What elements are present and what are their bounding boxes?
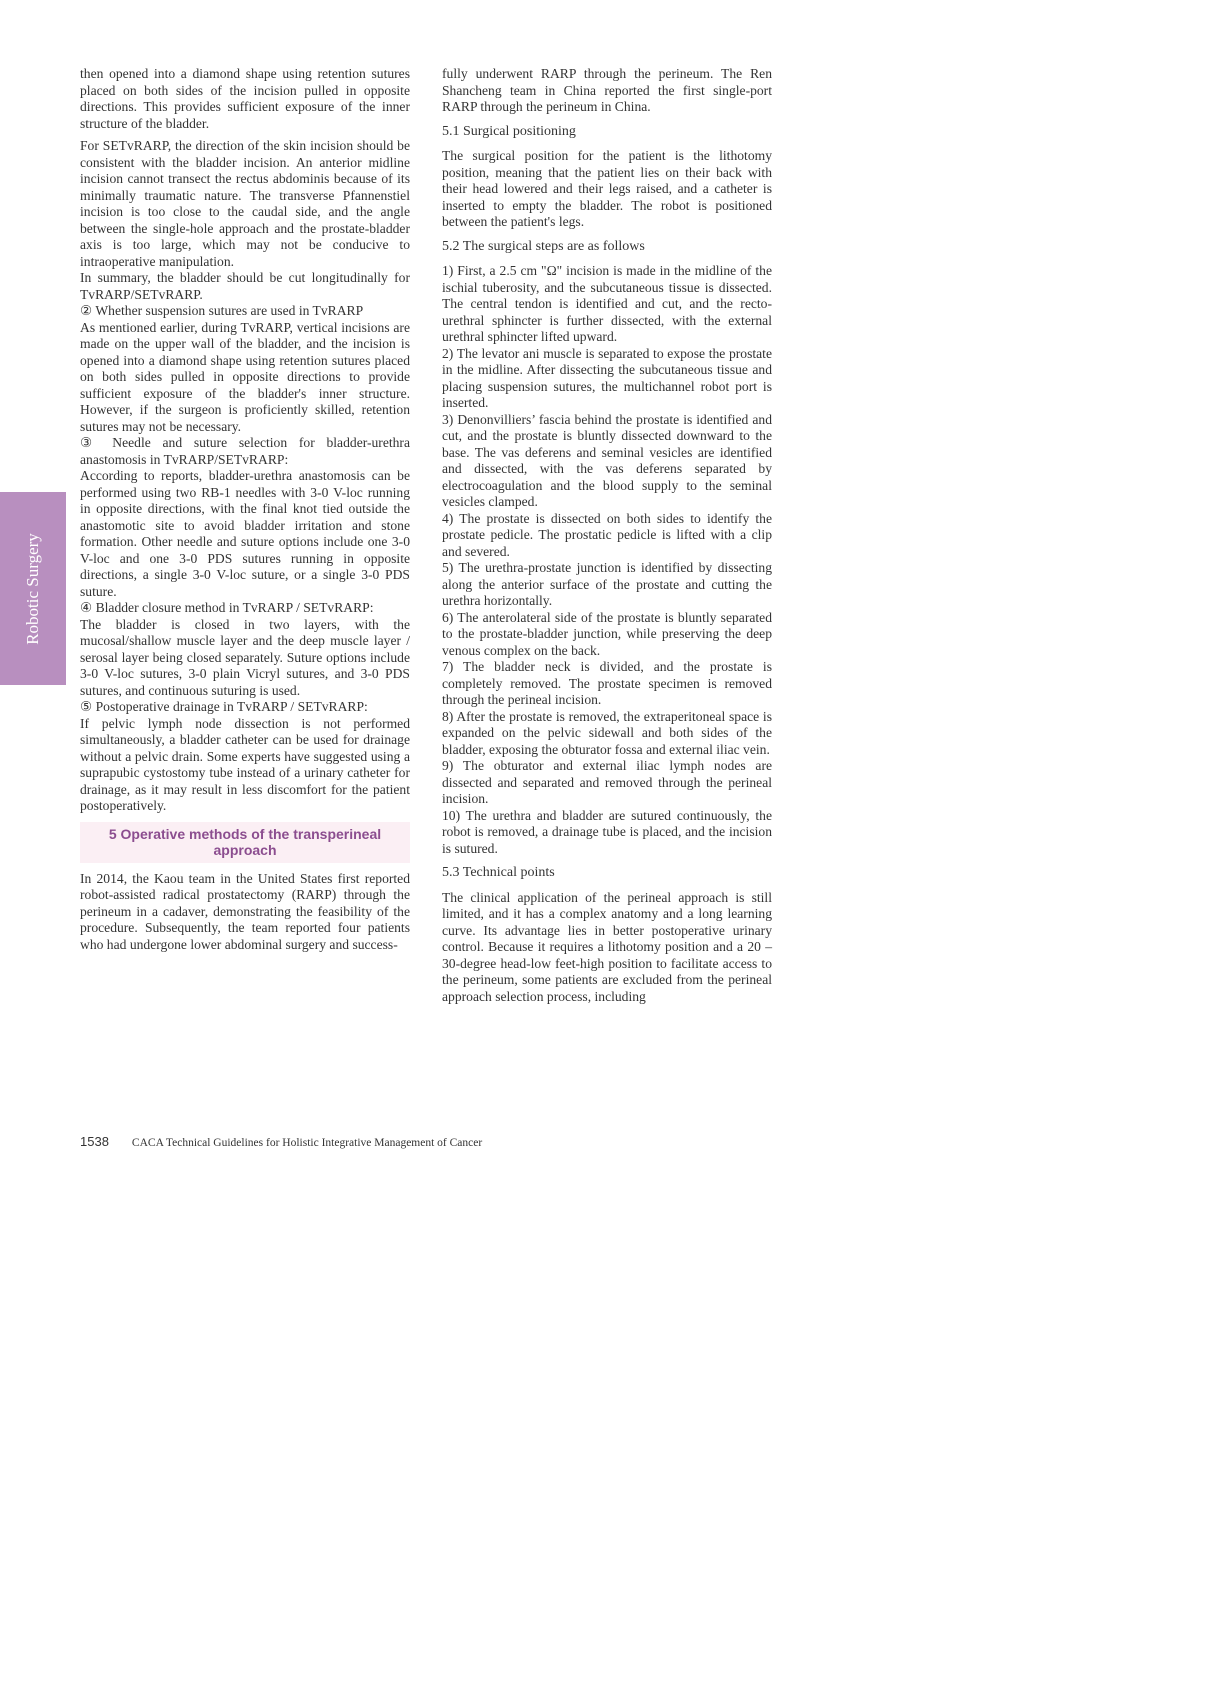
paragraph: If pelvic lymph node dissection is not performed simultaneously, a bladder catheter can be used for drainage without a pelvic drain. Some experts have suggested using a suprapubic cystostomy tube instead of a urinary catheter for drainage, as it may result in less discomfort for the patient postoperatively. [80,715,410,813]
step-item: 8) After the prostate is removed, the extraperitoneal space is expanded on the pelvic sidewall and both sides of the bladder, exposing the obturator fossa and external iliac vein. [442,708,772,757]
step-item: 2) The levator ani muscle is separated to expose the prostate in the midline. After dissecting the subcutaneous tissue and placing suspension sutures, the multichannel robot port is inserted. [442,345,772,410]
subsection-heading: 5.3 Technical points [442,865,555,880]
paragraph: The bladder is closed in two layers, with the mucosal/shallow muscle layer and the deep muscle layer / serosal layer being closed separately. Suture options include 3-0 V-loc sutures, 3-0 plain Vicryl sutures, and 3-0 PDS sutures, and continuous suturing is used. [80,616,410,698]
footer-title: CACA Technical Guidelines for Holistic Integrative Management of Cancer [131,1137,483,1149]
paragraph: The clinical application of the perineal approach is still limited, and it has a complex anatomy and a long learning curve. Its advantage lies in better postoperative urinary control. Because it requires a lithotomy position and a 20 – 30-degree head-low feet-high position to facilitate access to the perineum, some patients are excluded from the perineal approach selection process, including [442,889,772,1004]
left-column [80,66,410,953]
paragraph: For SETvRARP, the direction of the skin incision should be consistent with the bladder incision. An anterior midline incision cannot transect the rectus abdominis because of its minimally traumatic nature. The transverse Pfannenstiel incision is too close to the caudal side, and the angle between the single-hole approach and the prostate-bladder axis is too large, which may not be conducive to intraoperative manipulation. [80,138,410,269]
step-item: 6) The anterolateral side of the prostate is bluntly separated to the prostate-bladder junction, while preserving the deep venous complex on the back. [442,609,772,658]
step-item: 10) The urethra and bladder are sutured continuously, the robot is removed, a drainage tube is placed, and the incision is sutured. [442,807,772,856]
section-heading: 5 Operative methods of the transperineal approach [80,822,410,863]
paragraph: According to reports, bladder-urethra anastomosis can be performed using two RB-1 needles with 3-0 V-loc running in opposite directions, with the final knot tied outside the anastomotic site to avoid bladder irritation and stone formation. Other needle and suture options include one 3-0 V-loc and one 3-0 PDS sutures running in opposite directions, a single 3-0 V-loc suture, or a single 3-0 PDS suture. [80,468,410,599]
step-item: 7) The bladder neck is divided, and the prostate is completely removed. The prostate specimen is removed through the perineal incision. [442,659,772,707]
step-item: 1) First, a 2.5 cm "Ω" incision is made in the midline of the ischial tuberosity, and the subcutaneous tissue is dissected. The central tendon is identified and cut, and the recto-urethral sphincter is further dissected, with the external urethral sphincter lifted upward. [442,263,772,344]
paragraph: In 2014, the Kaou team in the United States first reported robot-assisted radical prostatectomy (RARP) through the perineum in a cadaver, demonstrating the feasibility of the procedure. Subsequently, the team reported four patients who had undergone lower abdominal surgery and success- [80,870,410,952]
step-item: 9) The obturator and external iliac lymph nodes are dissected and separated and removed through the perineal incision. [442,758,772,806]
page-footer [80,1134,482,1150]
section-side-tab [0,492,66,685]
subheading: ⑤ Postoperative drainage in TvRARP / SETvRARP: [80,699,368,714]
step-item: 5) The urethra-prostate junction is identified by dissecting along the anterior surface of the prostate and cutting the urethra horizontally. [442,560,772,608]
paragraph: then opened into a diamond shape using retention sutures placed on both sides of the incision pulled in opposite directions. This provides sufficient exposure of the inner structure of the bladder. [80,66,410,131]
step-item: 4) The prostate is dissected on both sides to identify the prostate pedicle. The prostatic pedicle is lifted with a clip and severed. [442,510,772,559]
paragraph: The surgical position for the patient is the lithotomy position, meaning that the patient lies on their back with their head lowered and their legs raised, and a catheter is inserted to empty the bladder. The robot is positioned between the patient's legs. [442,148,772,229]
subheading: ③ Needle and suture selection for bladder-urethra anastomosis in TvRARP/SETvRARP: [80,435,410,467]
subsection-heading: 5.1 Surgical positioning [442,123,576,139]
side-tab-label: Robotic Surgery [23,532,42,645]
subheading: ④ Bladder closure method in TvRARP / SETvRARP: [80,600,374,615]
subheading: ② Whether suspension sutures are used in TvRARP [80,303,364,318]
paragraph: fully underwent RARP through the perineum. The Ren Shancheng team in China reported the first single-port RARP through the perineum in China. [442,66,772,114]
right-column [442,66,772,1005]
step-item: 3) Denonvilliers’ fascia behind the prostate is identified and cut, and the prostate is bluntly dissected downward to the base. The vas deferens and seminal vesicles are identified and dissected, with the vas deferens separated by electrocoagulation and the blood supply to the seminal vesicles clamped. [442,411,772,509]
page-number: 1538 [80,1134,109,1149]
subsection-heading: 5.2 The surgical steps are as follows [442,238,645,254]
paragraph: In summary, the bladder should be cut longitudinally for TvRARP/SETvRARP. [80,270,410,302]
paragraph: As mentioned earlier, during TvRARP, vertical incisions are made on the upper wall of the bladder, and the incision is opened into a diamond shape using retention sutures placed on both sides pulled in opposite directions to provide sufficient exposure of the bladder's inner structure. However, if the surgeon is proficiently skilled, retention sutures may not be necessary. [80,319,410,434]
